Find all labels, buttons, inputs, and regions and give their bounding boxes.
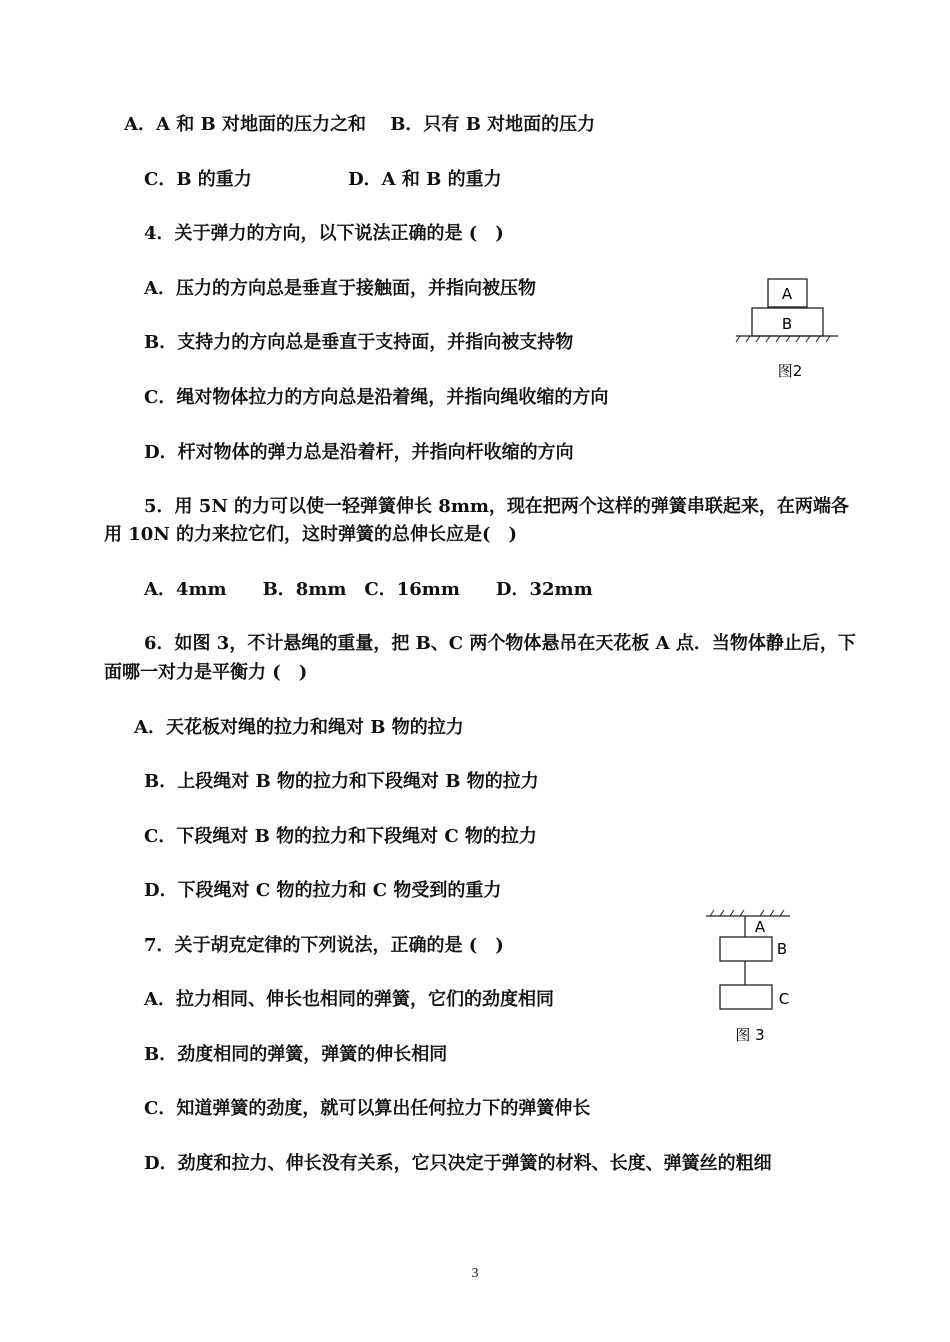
- question-line: D．杆对物体的弹力总是沿着杆，并指向杆收缩的方向: [144, 442, 574, 463]
- question-line: D．劲度和拉力、伸长没有关系，它只决定于弹簧的材料、长度、弹簧丝的粗细: [144, 1153, 772, 1174]
- question-line: A．4mm B．8mm C．16mm D．32mm: [144, 579, 593, 600]
- question-line: 7．关于胡克定律的下列说法，正确的是 ( ): [144, 935, 504, 956]
- question-line: 面哪一对力是平衡力 ( ): [104, 662, 308, 683]
- figure-2: [730, 276, 842, 386]
- question-line: A．A 和 B 对地面的压力之和 B．只有 B 对地面的压力: [124, 114, 596, 135]
- question-line: A．压力的方向总是垂直于接触面，并指向被压物: [144, 278, 536, 299]
- block-c-label: C: [778, 990, 790, 1008]
- figure-3: [702, 906, 794, 1048]
- question-line: B．上段绳对 B 物的拉力和下段绳对 B 物的拉力: [144, 771, 539, 792]
- figure-2-diagram: [730, 276, 842, 386]
- page-number: 3: [471, 1266, 479, 1281]
- question-line: C．绳对物体拉力的方向总是沿着绳，并指向绳收缩的方向: [144, 387, 609, 408]
- question-line: C．B 的重力 D．A 和 B 的重力: [144, 169, 502, 190]
- figure-2-caption: 图2: [777, 362, 803, 380]
- block-b-label: B: [776, 940, 788, 958]
- question-line: B．劲度相同的弹簧，弹簧的伸长相同: [144, 1044, 448, 1065]
- figure-3-diagram: [702, 906, 794, 1048]
- question-line: 4．关于弹力的方向，以下说法正确的是 ( ): [144, 223, 504, 244]
- question-line: C．知道弹簧的劲度，就可以算出任何拉力下的弹簧伸长: [144, 1098, 591, 1119]
- figure-3-caption: 图 3: [735, 1026, 765, 1044]
- point-a-label: A: [754, 918, 766, 936]
- question-line: C．下段绳对 B 物的拉力和下段绳对 C 物的拉力: [144, 826, 537, 847]
- question-line: A．天花板对绳的拉力和绳对 B 物的拉力: [134, 717, 464, 738]
- block-b-label: B: [781, 315, 793, 333]
- block-a-label: A: [781, 285, 793, 303]
- question-line: A．拉力相同、伸长也相同的弹簧，它们的劲度相同: [144, 989, 554, 1010]
- question-line: 5．用 5N 的力可以使一轻弹簧伸长 8mm，现在把两个这样的弹簧串联起来，在两端各: [144, 496, 849, 517]
- question-line: 用 10N 的力来拉它们，这时弹簧的总伸长应是( ): [104, 524, 518, 545]
- question-line: B．支持力的方向总是垂直于支持面，并指向被支持物: [144, 332, 574, 353]
- question-line: 6．如图 3，不计悬绳的重量，把 B、C 两个物体悬吊在天花板 A 点．当物体静止后，下: [144, 633, 856, 654]
- question-line: D．下段绳对 C 物的拉力和 C 物受到的重力: [144, 880, 502, 901]
